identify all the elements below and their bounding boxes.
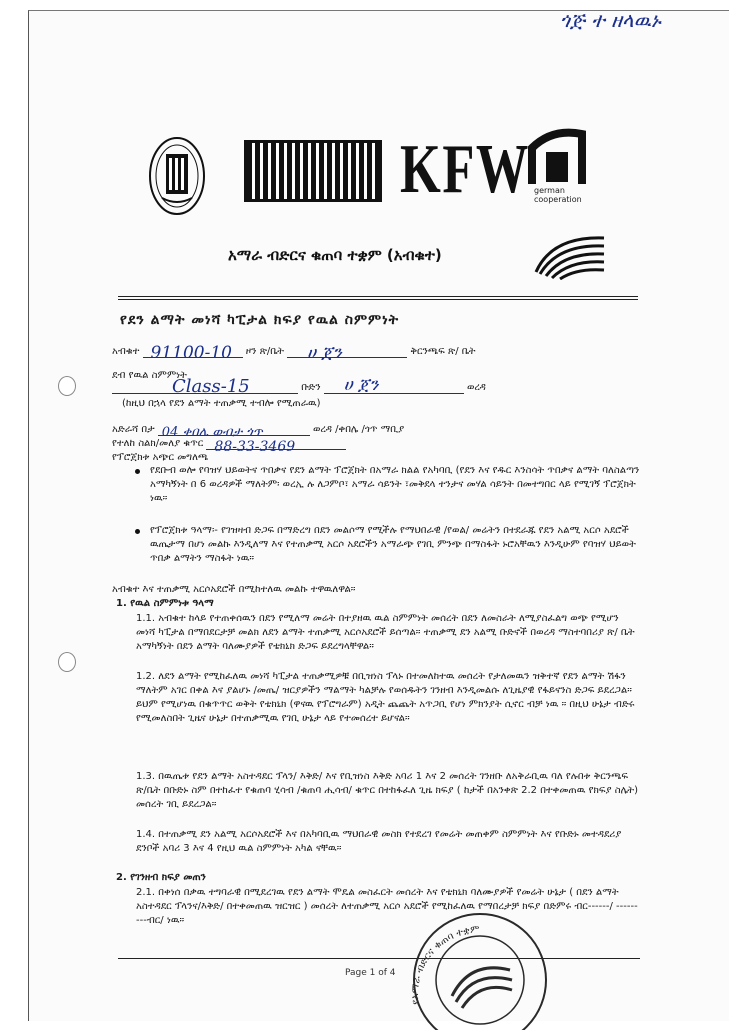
woreda-value: ሀ ጀን xyxy=(343,375,379,395)
address-label: አድራሻ በታ xyxy=(112,424,155,435)
phone-blank xyxy=(206,439,346,455)
woreda-suffix: ወረዳ xyxy=(466,382,486,393)
header-divider xyxy=(118,299,638,300)
punch-hole xyxy=(58,376,76,396)
woreda-blank xyxy=(324,375,464,395)
handwritten-top-note: ጎጅ ተ ዘላዉኑ xyxy=(560,8,661,32)
address-row xyxy=(112,424,405,440)
organization-name: አማራ ብድርና ቁጠባ ተቋም (አብቁተ) xyxy=(228,246,442,264)
giz-caption-line: cooperation xyxy=(534,195,582,204)
section-heading: 2. የገንዘብ ክፍያ መጠን xyxy=(116,872,206,883)
sub-branch-label: ቅርንጫፍ ጽ/ ቤት xyxy=(410,346,476,357)
giz-caption xyxy=(534,186,582,204)
project-goal-label: የፕሮጀክቱ አጭር መግለጫ xyxy=(112,452,209,463)
row2-label: ደብ የዉል ስምምነት xyxy=(112,370,187,381)
phone-value: 88-33-3469 xyxy=(214,439,296,455)
contract-no-blank xyxy=(143,343,243,363)
clause-1-1: 1.1. አብቁተ ከላይ የተጠቀሰዉን በደን የሚለማ መሬት በተያዘዉ ዉል ስምምነት መሰረት በደን ለመስራት ለሚያስፈልግ ወጭ የሚሆን መነሻ ካፒታል በማበደርታቻ መልክ ለደን ልማት ተጠቃሚ አርሶአደሮች ይሰጣል። ተጠቃሚ ደን አልሚ ቡድኖች በወረዳ ማስተባበሪያ ጽ/ ቤት አማካኝነት በደን ልማት ባለሙያዎች የቴክኒክ ድጋፍ ይደረግላቸዋል። xyxy=(136,613,635,652)
phone-row xyxy=(112,438,346,455)
class-value: Class-15 xyxy=(172,376,250,397)
branch-blank xyxy=(287,343,407,363)
punch-hole xyxy=(58,652,76,672)
clause-1-3: 1.3. በዉጤቱ የደን ልማት አስተዳደር ፕላን/ እቅድ/ እና የቢዝነስ እቅድ አባሪ 1 እና 2 መሰረት ገንዘቡ ለአቅራቢዉ ባለ የሉበቱ ቅርንጫፍ ጽ/ቤት በቡድኑ ስም በተከፈተ የቁጠባ ሂሳብ /ቁጠባ ሒሳብ/ ቁጥር በተከፋፈለ ጊዜ ክፍያ ( ከታች በአንቀጽ 2.2 በተቀመጠዉ የክፍያ ስሌት) መሰረት ገቢ ይደረጋል። xyxy=(136,771,638,810)
branch-value: ሀ ጀን xyxy=(307,343,342,363)
document-title: የደን ልማት መነሻ ካፒታል ክፍያ የዉል ስምምነት xyxy=(120,312,400,328)
page-number: Page 1 of 4 xyxy=(345,968,396,978)
section-heading: 1. የዉል ስምምነቱ ዓላማ xyxy=(116,598,214,609)
stamp-text: የአማራ ብድርና ቁጠባ ተቋም xyxy=(409,924,481,1006)
giz-caption-line: german xyxy=(534,186,565,195)
contract-row xyxy=(112,343,476,363)
address-value: 04 ቀበሌ ወብታ ጎጥ xyxy=(161,425,263,440)
branch-label: ዞን ጽ/ቤት xyxy=(245,346,284,357)
address-blank xyxy=(158,425,310,440)
kfw-logo: KFW xyxy=(400,131,530,208)
note-row: (ከዚህ በኋላ የደን ልማት ተጠቃሚ ተብሎ የሚጠራዉ) xyxy=(122,398,321,409)
bullet-paragraph: የፕሮጀክቱ ዓላማ፡- የገዝዛብ ድጋፍ በማድረግ በደን መልሶማ የሚችሉ የማህበራዊ /የወል/ መሬትን በተደራጁ የደን አልሚ አርሶ አደሮች ዉጤታማ በሆነ መልኩ እንዲለማ እና የተጠቃሚ አርሶ አደሮችን አማራጭ የገቢ ምንጭ በማስፋት ኑሮአቸዉን እንዲሁም የባዝሃ ህይወት ጥበቃ ልማትን ማስፋት ነዉ። xyxy=(150,525,636,564)
bullet-dot xyxy=(135,529,140,534)
address-suffix: ወረዳ /ቀበሌ /ጎጥ ማቢያ xyxy=(312,424,405,435)
contract-no-label: አብቁተ xyxy=(112,346,140,357)
contract-no-value: 91100-10 xyxy=(150,343,233,363)
bullet-dot xyxy=(135,469,140,474)
partner-logos xyxy=(148,128,608,228)
acsi-wave-logo xyxy=(532,232,608,280)
official-stamp xyxy=(400,900,560,1030)
clause-1-2: 1.2. ለደን ልማት የሚከፈለዉ መነሻ ካፒታል ተጠቃሚዎቹ በቢዝነስ ፕላኑ በተመለከተዉ መሰረት የታለመዉን ዝቅተኛ የደን ልማት ሽፋን ማለትም አገር በቀል እና ያልሆኑ /መጤ/ ዝርያዎችን ማልማት ካልቻሉ የወሰዱትን ገንዘብ እንዲመልሱ ለጊዜያዊ የፋይናንስ ድጋፍ ይደረጋል። ይህም የሚሆነዉ በቁጥጥር ወቅት የቴክኒክ (ዋናዉ የፕሮግራም) አዲት ጨጨት አጥጋቢ የሆነ ምክንያት ሲኖር ብቻ ነዉ ። በዚህ ሁኔታ ብድሩ የሚመለስበት ጊዜና ሁኔታ በተጠቃሚዉ የገቢ ሁኔታ ላይ የተመሰረተ ይሆናል። xyxy=(136,671,635,724)
woreda-label: ቡድን xyxy=(301,382,321,393)
banner-logo xyxy=(244,140,382,202)
footer-divider xyxy=(118,958,640,959)
clause-1-4: 1.4. በተጠቃሚ ደን አልሚ አርሶአደሮች እና በአካባቢዉ ማህበራዊ መስክ የተደረገ የመሬት መጠቀም ስምምነት እና የቡድኑ መተዳደሪያ ደንቦች አባሪ 3 እና 4 የዚህ ዉል ስምምነት አካል ናቸዉ። xyxy=(136,829,622,854)
bullet-paragraph: የደቡብ ወሎ የባዝሃ ህይወትና ጥበቃና የደን ልማት ፕሮጀክት በአማራ ክልል የአካባቢ (የደን እና የዱር እንስሳት ጥበቃና ልማት ባለስልጣን አማካኝነት በ 6 ወረዳዎች ማለትም፡ ወረኢ ሉ ለጋምቦ፣ አማራ ሳይንት ፣መቅደላ ተንታና መሃል ሳይንት በመተግበር ላይ የሚገኝ ፕሮጀክት ነዉ። xyxy=(150,465,640,504)
amhara-institution-logo xyxy=(148,136,206,216)
agreement-intro: አብቁተ እና ተጠቃሚ አርሶአደሮች በሚከተለዉ መልኩ ተዋዉለዋል። xyxy=(112,584,356,595)
header-divider xyxy=(118,296,638,297)
clause-2-1: 2.1. በቀነሰ በቃዉ ተግባራዊ በሚደረገዉ የደን ልማት ሞዴል መስፈርት መሰረት እና የቴክኒክ ባለሙያዎች የመሬት ሁኔታ ( በደን ልማት አስተዳደር ፕላንና/እቅድ/ በተቀመጠዉ ዝርዝር ) መሰረት ለተጠቃሚ አርሶ አደሮች የሚከፈለዉ የማበረታቻ ክፍያ በድምሩ ብር------/ ---------ብር/ ነዉ። xyxy=(136,887,638,926)
phone-label: የተለከ ስልክ/መለያ ቁጥር xyxy=(112,438,204,449)
class-blank xyxy=(112,376,298,397)
giz-logo xyxy=(528,128,598,218)
